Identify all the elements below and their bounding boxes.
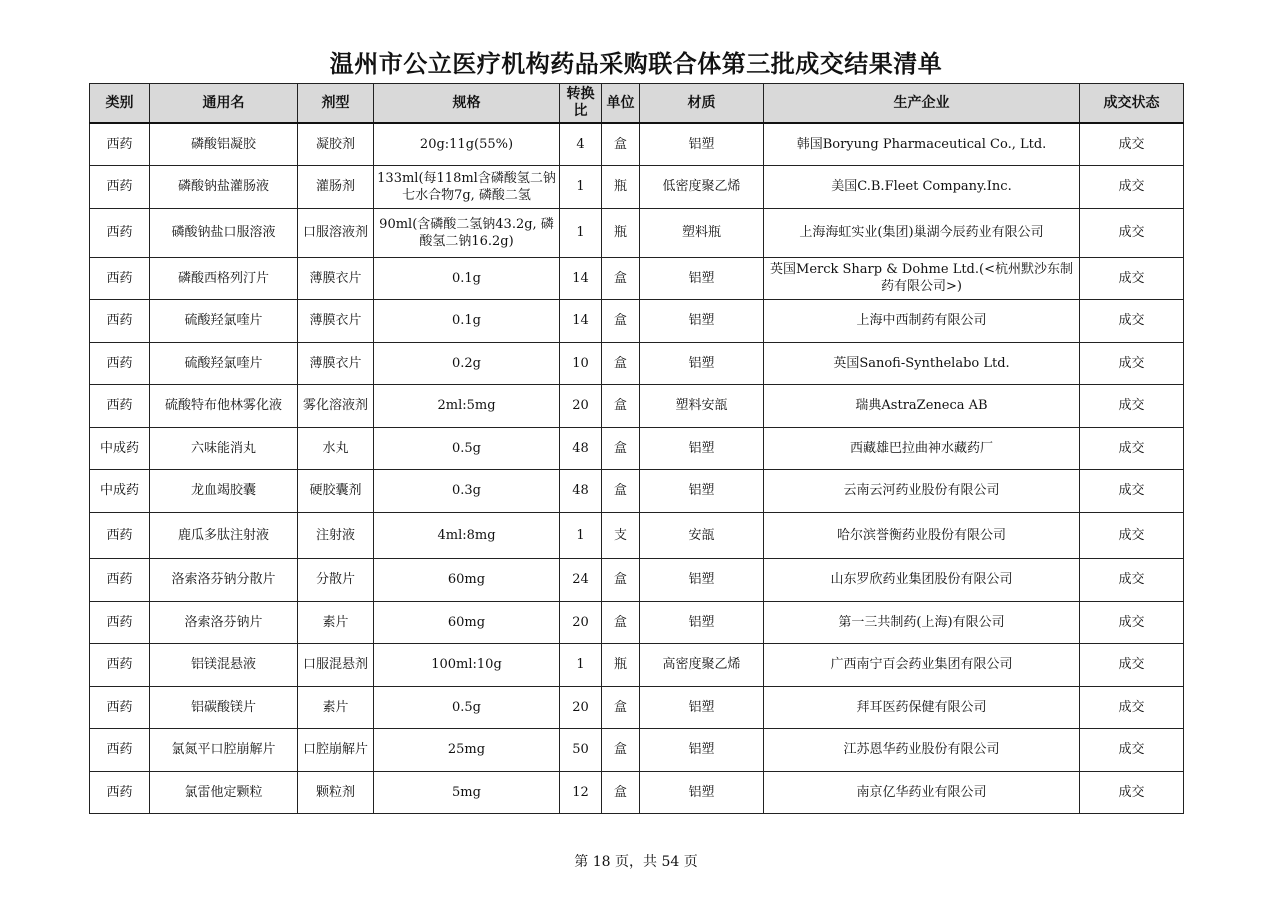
cell-deal-status: 成交 bbox=[1080, 771, 1184, 813]
cell-specification: 100ml:10g bbox=[374, 643, 560, 686]
cell-generic-name: 氯氮平口腔崩解片 bbox=[150, 728, 298, 771]
cell-category: 西药 bbox=[90, 601, 150, 643]
cell-category: 西药 bbox=[90, 771, 150, 813]
cell-unit: 盒 bbox=[602, 771, 640, 813]
table-row bbox=[90, 512, 1184, 558]
cell-unit: 盒 bbox=[602, 728, 640, 771]
cell-generic-name: 龙血竭胶囊 bbox=[150, 469, 298, 512]
cell-unit: 瓶 bbox=[602, 643, 640, 686]
table-row bbox=[90, 558, 1184, 601]
cell-manufacturer: 云南云河药业股份有限公司 bbox=[764, 469, 1080, 512]
cell-manufacturer: 美国C.B.Fleet Company.Inc. bbox=[764, 165, 1080, 208]
cell-category: 西药 bbox=[90, 208, 150, 257]
cell-specification: 0.3g bbox=[374, 469, 560, 512]
table-row bbox=[90, 728, 1184, 771]
cell-material: 铝塑 bbox=[640, 342, 764, 384]
cell-material: 铝塑 bbox=[640, 123, 764, 165]
cell-generic-name: 铝碳酸镁片 bbox=[150, 686, 298, 728]
cell-manufacturer: 山东罗欣药业集团股份有限公司 bbox=[764, 558, 1080, 601]
cell-generic-name: 洛索洛芬钠片 bbox=[150, 601, 298, 643]
cell-dosage-form: 素片 bbox=[298, 686, 374, 728]
cell-specification: 0.5g bbox=[374, 427, 560, 469]
cell-conversion-ratio: 20 bbox=[560, 384, 602, 427]
cell-material: 铝塑 bbox=[640, 771, 764, 813]
header-generic-name: 通用名 bbox=[150, 84, 298, 124]
table-row bbox=[90, 123, 1184, 165]
cell-unit: 盒 bbox=[602, 469, 640, 512]
cell-specification: 90ml(含磷酸二氢钠43.2g, 磷酸氢二钠16.2g) bbox=[374, 208, 560, 257]
cell-unit: 瓶 bbox=[602, 165, 640, 208]
cell-conversion-ratio: 24 bbox=[560, 558, 602, 601]
cell-conversion-ratio: 4 bbox=[560, 123, 602, 165]
cell-specification: 5mg bbox=[374, 771, 560, 813]
cell-conversion-ratio: 14 bbox=[560, 299, 602, 342]
table-row bbox=[90, 643, 1184, 686]
cell-conversion-ratio: 50 bbox=[560, 728, 602, 771]
cell-dosage-form: 注射液 bbox=[298, 512, 374, 558]
cell-specification: 60mg bbox=[374, 601, 560, 643]
cell-category: 西药 bbox=[90, 558, 150, 601]
cell-category: 西药 bbox=[90, 257, 150, 299]
cell-material: 铝塑 bbox=[640, 686, 764, 728]
cell-specification: 20g:11g(55%) bbox=[374, 123, 560, 165]
cell-generic-name: 磷酸铝凝胶 bbox=[150, 123, 298, 165]
cell-dosage-form: 薄膜衣片 bbox=[298, 257, 374, 299]
cell-generic-name: 磷酸钠盐灌肠液 bbox=[150, 165, 298, 208]
cell-deal-status: 成交 bbox=[1080, 257, 1184, 299]
page-number: 第 18 页，共 54 页 bbox=[574, 854, 698, 870]
cell-material: 低密度聚乙烯 bbox=[640, 165, 764, 208]
cell-generic-name: 鹿瓜多肽注射液 bbox=[150, 512, 298, 558]
cell-deal-status: 成交 bbox=[1080, 728, 1184, 771]
cell-category: 西药 bbox=[90, 123, 150, 165]
cell-conversion-ratio: 1 bbox=[560, 165, 602, 208]
table-row bbox=[90, 257, 1184, 299]
cell-generic-name: 磷酸钠盐口服溶液 bbox=[150, 208, 298, 257]
cell-dosage-form: 口腔崩解片 bbox=[298, 728, 374, 771]
cell-deal-status: 成交 bbox=[1080, 601, 1184, 643]
cell-specification: 0.2g bbox=[374, 342, 560, 384]
cell-unit: 盒 bbox=[602, 257, 640, 299]
cell-manufacturer: 上海海虹实业(集团)巢湖今辰药业有限公司 bbox=[764, 208, 1080, 257]
cell-material: 安瓿 bbox=[640, 512, 764, 558]
cell-manufacturer: 韩国Boryung Pharmaceutical Co., Ltd. bbox=[764, 123, 1080, 165]
cell-specification: 0.5g bbox=[374, 686, 560, 728]
cell-generic-name: 洛索洛芬钠分散片 bbox=[150, 558, 298, 601]
table-row bbox=[90, 469, 1184, 512]
cell-conversion-ratio: 20 bbox=[560, 686, 602, 728]
cell-manufacturer: 瑞典AstraZeneca AB bbox=[764, 384, 1080, 427]
cell-dosage-form: 薄膜衣片 bbox=[298, 342, 374, 384]
cell-generic-name: 硫酸羟氯喹片 bbox=[150, 342, 298, 384]
cell-material: 塑料瓶 bbox=[640, 208, 764, 257]
cell-material: 铝塑 bbox=[640, 728, 764, 771]
cell-specification: 4ml:8mg bbox=[374, 512, 560, 558]
cell-generic-name: 铝镁混悬液 bbox=[150, 643, 298, 686]
header-unit: 单位 bbox=[602, 84, 640, 124]
cell-category: 中成药 bbox=[90, 427, 150, 469]
cell-material: 高密度聚乙烯 bbox=[640, 643, 764, 686]
header-manufacturer: 生产企业 bbox=[764, 84, 1080, 124]
cell-material: 铝塑 bbox=[640, 469, 764, 512]
cell-manufacturer: 西藏雄巴拉曲神水藏药厂 bbox=[764, 427, 1080, 469]
cell-deal-status: 成交 bbox=[1080, 643, 1184, 686]
cell-deal-status: 成交 bbox=[1080, 558, 1184, 601]
cell-manufacturer: 上海中西制药有限公司 bbox=[764, 299, 1080, 342]
table-row bbox=[90, 299, 1184, 342]
cell-category: 西药 bbox=[90, 384, 150, 427]
cell-category: 西药 bbox=[90, 299, 150, 342]
cell-unit: 盒 bbox=[602, 123, 640, 165]
cell-material: 铝塑 bbox=[640, 299, 764, 342]
table-body bbox=[90, 123, 1184, 813]
cell-category: 西药 bbox=[90, 643, 150, 686]
cell-material: 铝塑 bbox=[640, 427, 764, 469]
cell-dosage-form: 口服溶液剂 bbox=[298, 208, 374, 257]
cell-conversion-ratio: 10 bbox=[560, 342, 602, 384]
cell-manufacturer: 英国Sanofi-Synthelabo Ltd. bbox=[764, 342, 1080, 384]
cell-deal-status: 成交 bbox=[1080, 342, 1184, 384]
cell-dosage-form: 雾化溶液剂 bbox=[298, 384, 374, 427]
cell-specification: 0.1g bbox=[374, 257, 560, 299]
cell-conversion-ratio: 1 bbox=[560, 512, 602, 558]
cell-manufacturer: 广西南宁百会药业集团有限公司 bbox=[764, 643, 1080, 686]
cell-deal-status: 成交 bbox=[1080, 165, 1184, 208]
cell-unit: 盒 bbox=[602, 601, 640, 643]
cell-material: 铝塑 bbox=[640, 601, 764, 643]
cell-dosage-form: 凝胶剂 bbox=[298, 123, 374, 165]
cell-conversion-ratio: 48 bbox=[560, 427, 602, 469]
cell-category: 西药 bbox=[90, 342, 150, 384]
cell-deal-status: 成交 bbox=[1080, 469, 1184, 512]
cell-manufacturer: 第一三共制药(上海)有限公司 bbox=[764, 601, 1080, 643]
cell-dosage-form: 薄膜衣片 bbox=[298, 299, 374, 342]
header-specification: 规格 bbox=[374, 84, 560, 124]
cell-dosage-form: 灌肠剂 bbox=[298, 165, 374, 208]
cell-generic-name: 磷酸西格列汀片 bbox=[150, 257, 298, 299]
cell-generic-name: 硫酸特布他林雾化液 bbox=[150, 384, 298, 427]
cell-dosage-form: 素片 bbox=[298, 601, 374, 643]
table-header-row bbox=[90, 84, 1184, 124]
cell-manufacturer: 南京亿华药业有限公司 bbox=[764, 771, 1080, 813]
table-row bbox=[90, 342, 1184, 384]
cell-unit: 盒 bbox=[602, 384, 640, 427]
header-material: 材质 bbox=[640, 84, 764, 124]
cell-material: 铝塑 bbox=[640, 558, 764, 601]
cell-deal-status: 成交 bbox=[1080, 384, 1184, 427]
cell-material: 塑料安瓿 bbox=[640, 384, 764, 427]
cell-dosage-form: 硬胶囊剂 bbox=[298, 469, 374, 512]
cell-conversion-ratio: 1 bbox=[560, 208, 602, 257]
cell-conversion-ratio: 12 bbox=[560, 771, 602, 813]
header-deal-status: 成交状态 bbox=[1080, 84, 1184, 124]
header-dosage-form: 剂型 bbox=[298, 84, 374, 124]
cell-specification: 25mg bbox=[374, 728, 560, 771]
cell-unit: 盒 bbox=[602, 558, 640, 601]
cell-unit: 盒 bbox=[602, 686, 640, 728]
cell-unit: 盒 bbox=[602, 427, 640, 469]
cell-manufacturer: 英国Merck Sharp & Dohme Ltd.(<杭州默沙东制药有限公司>) bbox=[764, 257, 1080, 299]
cell-specification: 0.1g bbox=[374, 299, 560, 342]
cell-material: 铝塑 bbox=[640, 257, 764, 299]
cell-manufacturer: 哈尔滨誉衡药业股份有限公司 bbox=[764, 512, 1080, 558]
cell-category: 西药 bbox=[90, 512, 150, 558]
cell-conversion-ratio: 20 bbox=[560, 601, 602, 643]
cell-category: 西药 bbox=[90, 728, 150, 771]
cell-category: 西药 bbox=[90, 165, 150, 208]
table-row bbox=[90, 771, 1184, 813]
table-row bbox=[90, 686, 1184, 728]
cell-unit: 盒 bbox=[602, 299, 640, 342]
cell-conversion-ratio: 14 bbox=[560, 257, 602, 299]
cell-manufacturer: 江苏恩华药业股份有限公司 bbox=[764, 728, 1080, 771]
cell-conversion-ratio: 1 bbox=[560, 643, 602, 686]
cell-conversion-ratio: 48 bbox=[560, 469, 602, 512]
cell-deal-status: 成交 bbox=[1080, 123, 1184, 165]
cell-deal-status: 成交 bbox=[1080, 427, 1184, 469]
cell-category: 中成药 bbox=[90, 469, 150, 512]
cell-deal-status: 成交 bbox=[1080, 299, 1184, 342]
cell-generic-name: 六味能消丸 bbox=[150, 427, 298, 469]
cell-generic-name: 氯雷他定颗粒 bbox=[150, 771, 298, 813]
cell-specification: 133ml(每118ml含磷酸氢二钠七水合物7g, 磷酸二氢 bbox=[374, 165, 560, 208]
cell-deal-status: 成交 bbox=[1080, 686, 1184, 728]
table-row bbox=[90, 165, 1184, 208]
cell-dosage-form: 口服混悬剂 bbox=[298, 643, 374, 686]
cell-dosage-form: 分散片 bbox=[298, 558, 374, 601]
cell-unit: 瓶 bbox=[602, 208, 640, 257]
cell-deal-status: 成交 bbox=[1080, 512, 1184, 558]
cell-manufacturer: 拜耳医药保健有限公司 bbox=[764, 686, 1080, 728]
cell-generic-name: 硫酸羟氯喹片 bbox=[150, 299, 298, 342]
cell-unit: 盒 bbox=[602, 342, 640, 384]
table-row bbox=[90, 427, 1184, 469]
results-table bbox=[89, 83, 1184, 814]
header-conversion-ratio: 转换比 bbox=[560, 84, 602, 124]
header-category: 类别 bbox=[90, 84, 150, 124]
cell-specification: 2ml:5mg bbox=[374, 384, 560, 427]
cell-deal-status: 成交 bbox=[1080, 208, 1184, 257]
table-row bbox=[90, 601, 1184, 643]
table-row bbox=[90, 208, 1184, 257]
cell-category: 西药 bbox=[90, 686, 150, 728]
table-row bbox=[90, 384, 1184, 427]
cell-specification: 60mg bbox=[374, 558, 560, 601]
page-title: 温州市公立医疗机构药品采购联合体第三批成交结果清单 bbox=[329, 50, 943, 78]
cell-dosage-form: 颗粒剂 bbox=[298, 771, 374, 813]
cell-unit: 支 bbox=[602, 512, 640, 558]
cell-dosage-form: 水丸 bbox=[298, 427, 374, 469]
